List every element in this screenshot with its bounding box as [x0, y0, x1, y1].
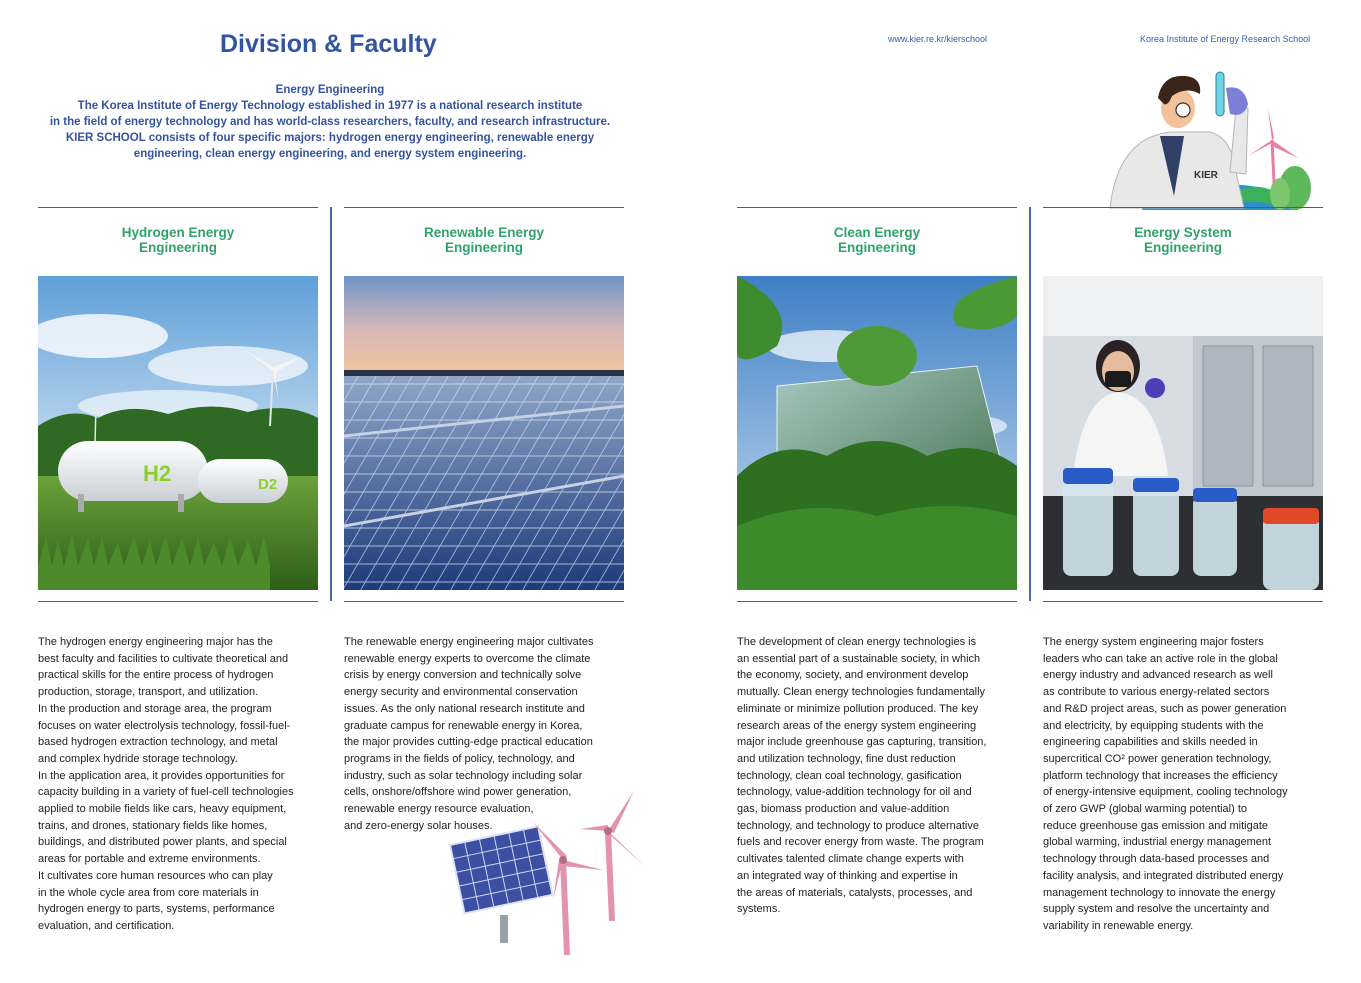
school-name: Korea Institute of Energy Research School — [1140, 34, 1311, 44]
green-building-photo — [737, 276, 1017, 590]
major-text-hydrogen: The hydrogen energy engineering major has the best faculty and facilities to cultivate theoretical and practical skills for the entire process of hydrogen production, storage, transport, and utilization. In the production and storage area, the program focuses on water electrolysis technology, fossil-fuel- based hydrogen extraction technology, and metal and complex hydride storage technology. In the application area, it provides opportunities for capacity building in a variety of fuel-cell technologies applied to mobile fields like cars, heavy equipment, trains, and drones, stationary fields like homes, buildings, and distributed power plants, and special areas for portable and extreme environments. It cultivates core human resources who can play in the whole cycle area from core materials in hydrogen energy to parts, systems, performance evaluation, and certification. — [38, 636, 294, 932]
solar-photo — [344, 276, 624, 590]
divider — [344, 207, 624, 208]
column-divider — [1029, 207, 1031, 601]
divider — [1043, 601, 1323, 602]
major-title-renewable: Renewable Energy Engineering — [423, 225, 545, 255]
kier-coat-label: KIER — [1194, 170, 1218, 181]
major-title-system: Energy System Engineering — [1134, 225, 1232, 255]
column-divider — [330, 207, 332, 601]
major-text-clean: The development of clean energy technologies is an essential part of a sustainable society, in which the economy, society, and environment develop mutually. Clean energy technologies fundamentally eliminate or minimize pollution produced. The key research areas of the energy system engineering major include greenhouse gas capturing, transition, and utilization technology, fine dust reduction technology, clean coal technology, gasification technology, value-addition technology for oil and gas, biomass production and value-addition technology, and technology to produce alternative fuels and recover energy from waste. The program cultivates talented climate change experts with an integrated way of thinking and expertise in the areas of materials, catalysts, processes, and systems. — [737, 636, 987, 916]
scientist-illustration — [1090, 68, 1325, 210]
major-text-system: The energy system engineering major fosters leaders who can take an active role in the global energy industry and advanced research as well as contribute to various energy-related sectors and R&D project areas, such as power generation and electricity, by equipping students with the engineering capabilities and skills needed in supercritical CO² power generation technology, platform technology that increases the efficiency of energy-intensive equipment, cooling technology of zero GWP (global warming potential) to reduce greenhouse gas emission and mitigate global warming, industrial energy management technology through data-based processes and facility analysis, and integrated distributed energy management technology to innovate the energy supply system and resolve the uncertainty and variability in renewable energy. — [1043, 636, 1288, 932]
divider — [38, 601, 318, 602]
divider — [1043, 207, 1323, 208]
divider — [737, 601, 1017, 602]
intro-text: The Korea Institute of Energy Technology established in 1977 is a national research institute in the field of energy technology and has world-class researchers, faculty, and research infrastructure. KIER SCHOOL consists of four specific majors: hydrogen energy engineering, renewable energy engineering, clean energy engineering, and energy system engineering. — [49, 100, 611, 160]
divider — [38, 207, 318, 208]
hydrogen-photo — [38, 276, 318, 590]
major-text-renewable: The renewable energy engineering major cultivates renewable energy experts to overcome the climate crisis by energy conversion and technically solve energy security and environmental conservation issues. As the only national research institute and graduate campus for renewable energy in Korea, the major provides cutting-edge practical education programs in the fields of policy, technology, and industry, such as solar technology including solar cells, onshore/offshore wind power generation, renewable energy resource evaluation, and zero-energy solar houses. — [344, 636, 594, 832]
d2-tank-label: D2 — [258, 476, 278, 493]
intro-subtitle: Energy Engineering — [275, 84, 385, 96]
h2-tank-label: H2 — [143, 461, 172, 486]
major-title-clean: Clean Energy Engineering — [833, 225, 921, 255]
website-link[interactable]: www.kier.re.kr/kierschool — [888, 34, 988, 44]
divider — [737, 207, 1017, 208]
solar-wind-illustration — [440, 785, 655, 960]
divider — [344, 601, 624, 602]
page-title: Division & Faculty — [220, 30, 437, 58]
major-title-hydrogen: Hydrogen Energy Engineering — [121, 225, 235, 255]
intro-block — [30, 82, 630, 162]
lab-photo — [1043, 276, 1323, 590]
